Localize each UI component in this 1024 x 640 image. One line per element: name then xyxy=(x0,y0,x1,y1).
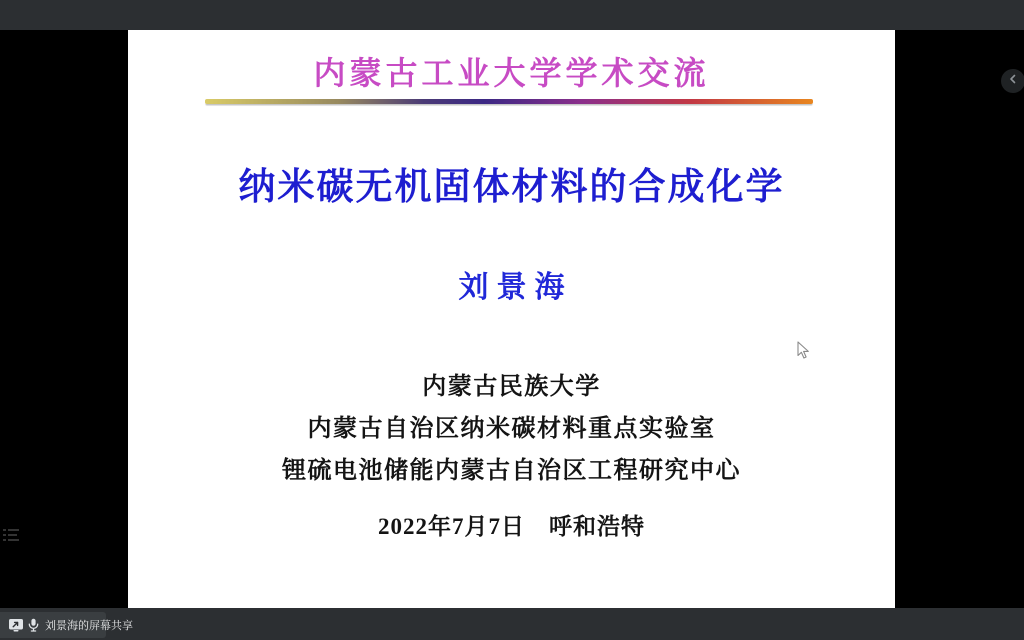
screen-share-icon xyxy=(9,619,23,632)
slide-main-title: 纳米碳无机固体材料的合成化学 xyxy=(238,166,785,207)
chevron-left-icon xyxy=(1006,72,1020,91)
screen-share-label: 刘景海的屏幕共享 xyxy=(45,620,133,632)
slide-affiliations xyxy=(128,366,895,492)
window-bottom-bar xyxy=(0,608,1024,640)
slide-date-location: 2022年7月7日 呼和浩特 xyxy=(378,514,645,539)
collapse-panel-button[interactable] xyxy=(1001,69,1024,93)
shared-slide xyxy=(128,30,895,608)
microphone-icon xyxy=(28,618,39,632)
mouse-pointer-arrow xyxy=(797,341,810,360)
affiliation-line: 锂硫电池储能内蒙古自治区工程研究中心 xyxy=(282,458,741,484)
slide-header-title: 内蒙古工业大学学术交流 xyxy=(313,55,710,91)
gradient-divider xyxy=(205,99,813,104)
window-top-bar xyxy=(0,0,1024,30)
slide-author-name: 刘景海 xyxy=(458,271,573,304)
affiliation-line: 内蒙古自治区纳米碳材料重点实验室 xyxy=(307,416,716,442)
screen-share-indicator[interactable] xyxy=(0,612,133,638)
annotation-toolbar-handle[interactable] xyxy=(3,529,20,544)
list-icon xyxy=(3,529,20,541)
affiliation-line: 内蒙古民族大学 xyxy=(422,374,601,400)
